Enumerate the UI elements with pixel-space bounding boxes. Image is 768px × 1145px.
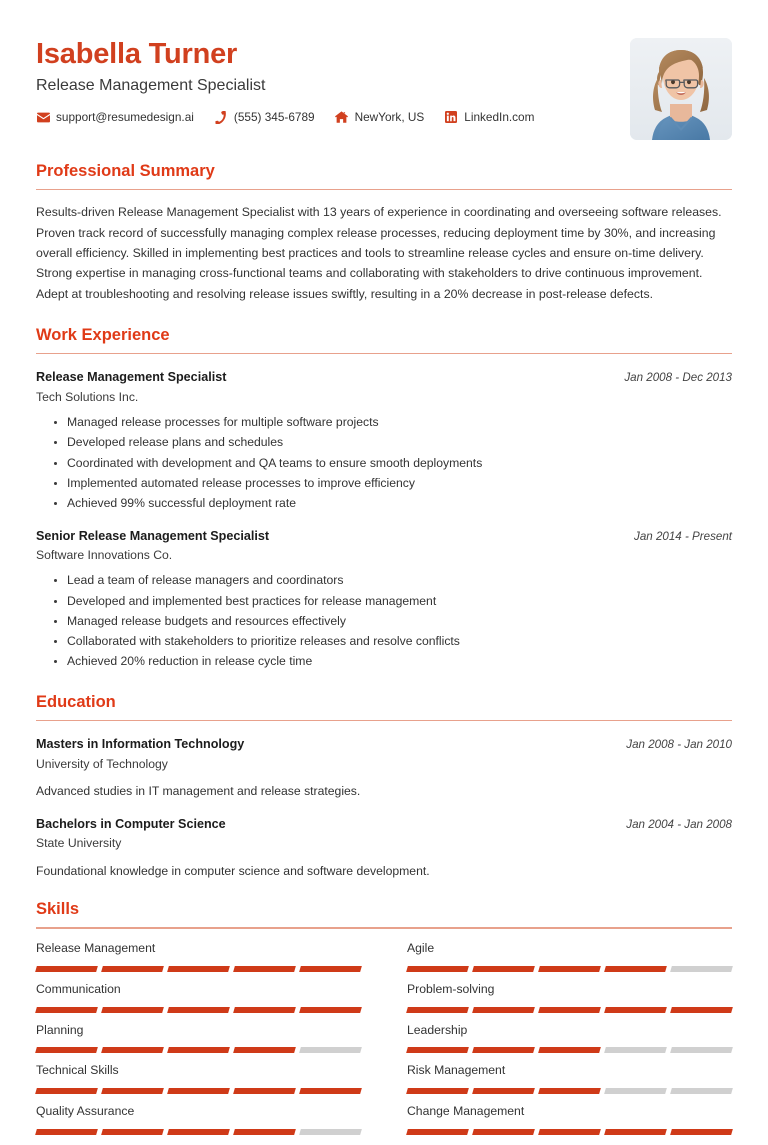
skill-level-segment [101, 1088, 164, 1094]
skill-name: Release Management [36, 940, 156, 955]
candidate-job-title: Release Management Specialist [36, 77, 266, 95]
education-entry [36, 816, 732, 881]
education-date: Jan 2008 - Jan 2010 [626, 738, 732, 752]
work-bullets [36, 572, 732, 670]
education-entry-head [36, 736, 732, 752]
list-item: Managed release processes for multiple software projects [54, 414, 732, 432]
skill-name: Leadership [407, 1022, 468, 1037]
contact-location-value: NewYork, US [354, 110, 425, 125]
skill-item [36, 1063, 361, 1104]
section-divider [36, 720, 732, 722]
skill-level-segment [101, 1129, 164, 1135]
work-bullets [36, 414, 732, 512]
section-title-summary: Professional Summary [36, 162, 215, 180]
section-divider [36, 353, 732, 355]
contact-phone-value: (555) 345-6789 [233, 110, 315, 125]
skill-name: Agile [407, 940, 435, 955]
skill-level-segment [35, 1007, 98, 1013]
education-degree: Masters in Information Technology [36, 737, 245, 752]
education-description: Foundational knowledge in computer science and software development. [36, 863, 430, 878]
education-degree: Bachelors in Computer Science [36, 816, 226, 831]
contact-location[interactable] [335, 110, 425, 124]
list-item: Lead a team of release managers and coordinators [54, 572, 732, 590]
skill-name: Problem-solving [407, 981, 495, 996]
work-organization: Software Innovations Co. [36, 547, 173, 562]
skill-level-segment [670, 1129, 733, 1135]
skill-level-bar [407, 1088, 732, 1094]
skill-level-segment [472, 1088, 535, 1094]
education-entry-head [36, 816, 732, 832]
contact-email-value: support@resumedesign.ai [56, 110, 194, 125]
section-work-experience [36, 326, 732, 671]
skill-level-segment [406, 1007, 469, 1013]
education-date: Jan 2004 - Jan 2008 [626, 817, 732, 831]
skill-level-segment [167, 1129, 230, 1135]
work-entry-head [36, 528, 732, 544]
skill-level-segment [472, 1047, 535, 1053]
section-divider [36, 927, 732, 929]
skill-level-segment [670, 966, 733, 972]
contact-linkedin-value: LinkedIn.com [464, 110, 535, 125]
summary-text: Results-driven Release Management Specialist with 13 years of experience in coordinating and overseeing software releases. Proven track record of successfully managing complex release processes, reducing deployment time by 30%, and increasing overall efficiency. Skilled in implementing best practices and tools to streamline release cycles and ensure on-time delivery. Strong expertise in managing cross-functional teams and collaborating with stakeholders to drive continuous improvement. Adept at troubleshooting and resolving release issues swiftly, resulting in a 20% decrease in post-release defects. [36, 205, 722, 301]
contact-row [36, 110, 614, 124]
education-school: University of Technology [36, 756, 168, 771]
skill-level-segment [406, 1088, 469, 1094]
skill-level-segment [604, 1007, 667, 1013]
skill-level-segment [35, 1047, 98, 1053]
work-role: Senior Release Management Specialist [36, 528, 270, 543]
skill-item [36, 982, 361, 1023]
skill-level-segment [670, 1047, 733, 1053]
list-item: Achieved 99% successful deployment rate [54, 495, 732, 513]
header-text-block [36, 36, 614, 124]
skill-level-segment [406, 966, 469, 972]
education-description: Advanced studies in IT management and release strategies. [36, 784, 361, 799]
email-icon [36, 111, 50, 124]
skill-level-bar [407, 1129, 732, 1135]
skill-item [36, 1023, 361, 1064]
list-item: Coordinated with development and QA teams to ensure smooth deployments [54, 455, 732, 473]
contact-email[interactable] [36, 110, 194, 124]
section-divider [36, 189, 732, 191]
skill-level-segment [35, 966, 98, 972]
skill-level-segment [233, 1007, 296, 1013]
skill-name: Risk Management [407, 1063, 506, 1078]
skill-level-segment [35, 1088, 98, 1094]
skill-level-segment [233, 1047, 296, 1053]
skill-level-bar [36, 1088, 361, 1094]
skill-item [36, 1104, 361, 1145]
skill-level-segment [101, 966, 164, 972]
profile-photo [630, 38, 732, 140]
skill-level-bar [36, 1047, 361, 1053]
skill-level-segment [299, 1007, 362, 1013]
candidate-name: Isabella Turner [36, 38, 238, 70]
education-school: State University [36, 836, 122, 851]
skill-level-segment [299, 1047, 362, 1053]
skill-level-segment [604, 1047, 667, 1053]
skill-name: Quality Assurance [36, 1104, 135, 1119]
work-date: Jan 2008 - Dec 2013 [624, 371, 732, 385]
list-item: Achieved 20% reduction in release cycle time [54, 653, 732, 671]
skill-level-bar [407, 966, 732, 972]
section-professional-summary [36, 162, 732, 304]
skill-level-segment [233, 1088, 296, 1094]
list-item: Managed release budgets and resources effectively [54, 613, 732, 631]
skill-level-segment [670, 1088, 733, 1094]
skill-name: Planning [36, 1022, 84, 1037]
work-organization: Tech Solutions Inc. [36, 389, 139, 404]
skill-item [407, 941, 732, 982]
skill-level-segment [101, 1047, 164, 1053]
skill-level-segment [406, 1047, 469, 1053]
skill-level-segment [472, 1007, 535, 1013]
skill-item [407, 1063, 732, 1104]
skill-level-segment [233, 966, 296, 972]
skill-level-segment [670, 1007, 733, 1013]
contact-linkedin[interactable] [444, 110, 534, 124]
skills-grid [36, 941, 732, 1145]
skill-level-segment [472, 966, 535, 972]
skill-level-segment [35, 1129, 98, 1135]
skill-level-segment [604, 1088, 667, 1094]
linkedin-icon [444, 111, 458, 124]
section-education [36, 693, 732, 881]
skill-level-bar [36, 966, 361, 972]
skill-item [36, 941, 361, 982]
contact-phone[interactable] [214, 110, 315, 124]
skill-level-bar [36, 1007, 361, 1013]
skill-name: Communication [36, 981, 121, 996]
skill-level-segment [538, 1047, 601, 1053]
avatar [630, 38, 732, 140]
skill-level-segment [538, 966, 601, 972]
skill-item [407, 1104, 732, 1145]
phone-icon [214, 111, 228, 124]
skill-level-segment [233, 1129, 296, 1135]
skill-level-bar [407, 1047, 732, 1053]
skill-level-segment [299, 1129, 362, 1135]
work-entry [36, 369, 732, 512]
skill-level-segment [472, 1129, 535, 1135]
skill-level-bar [36, 1129, 361, 1135]
skill-level-segment [299, 1088, 362, 1094]
work-entry-head [36, 369, 732, 385]
skill-level-segment [538, 1088, 601, 1094]
skill-level-bar [407, 1007, 732, 1013]
skill-level-segment [167, 1088, 230, 1094]
skill-level-segment [604, 966, 667, 972]
education-entry [36, 736, 732, 801]
skill-level-segment [167, 966, 230, 972]
work-date: Jan 2014 - Present [634, 529, 732, 543]
skill-item [407, 1023, 732, 1064]
list-item: Developed and implemented best practices for release management [54, 593, 732, 611]
work-entry [36, 528, 732, 671]
skill-name: Change Management [407, 1104, 525, 1119]
section-skills [36, 900, 732, 1145]
skill-level-segment [101, 1007, 164, 1013]
skill-level-segment [538, 1129, 601, 1135]
skill-level-segment [167, 1047, 230, 1053]
work-role: Release Management Specialist [36, 370, 227, 385]
resume-header [36, 30, 732, 140]
section-title-education: Education [36, 692, 116, 711]
skill-level-segment [299, 966, 362, 972]
list-item: Developed release plans and schedules [54, 434, 732, 452]
skill-level-segment [167, 1007, 230, 1013]
skill-name: Technical Skills [36, 1063, 119, 1078]
list-item: Implemented automated release processes to improve efficiency [54, 475, 732, 493]
skill-level-segment [538, 1007, 601, 1013]
skill-level-segment [604, 1129, 667, 1135]
home-icon [335, 111, 349, 124]
section-title-work: Work Experience [36, 325, 170, 344]
skill-item [407, 982, 732, 1023]
section-title-skills: Skills [36, 900, 80, 919]
skill-level-segment [406, 1129, 469, 1135]
list-item: Collaborated with stakeholders to prioritize releases and resolve conflicts [54, 633, 732, 651]
